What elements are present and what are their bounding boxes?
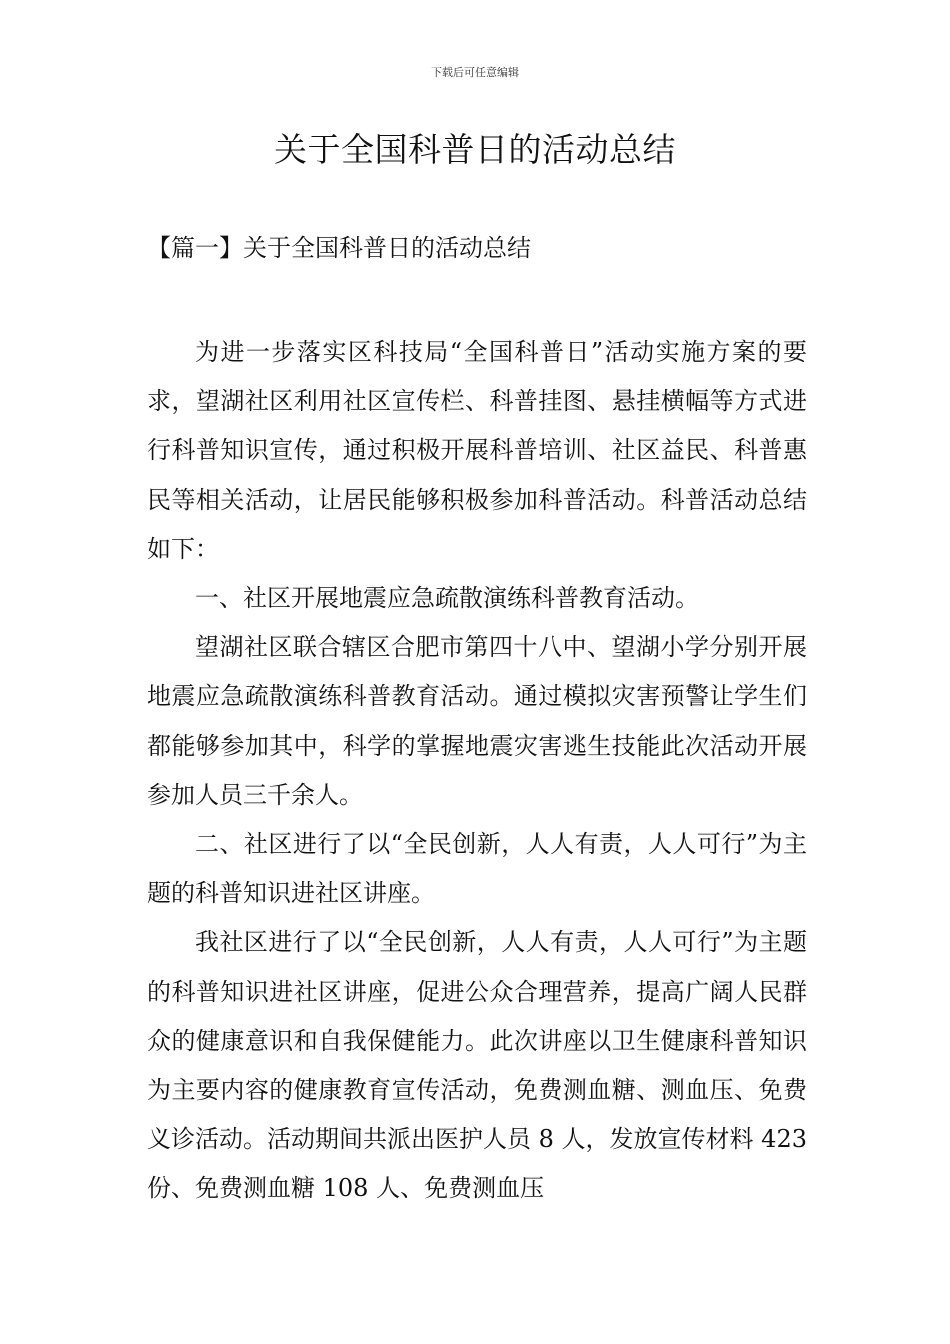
paragraph-intro: 为进一步落实区科技局“全国科普日”活动实施方案的要求，望湖社区利用社区宣传栏、科普挂图、悬挂横幅等方式进行科普知识宣传，通过积极开展科普培训、社区益民、科普惠民等相关活动，让居民能够积极参加科普活动。科普活动总结如下： <box>147 338 807 563</box>
document-title: 关于全国科普日的活动总结 <box>274 130 676 169</box>
paragraph-item-one-heading: 一、社区开展地震应急疏散演练科普教育活动。 <box>195 584 699 613</box>
paragraph-item-one-body: 望湖社区联合辖区合肥市第四十八中、望湖小学分别开展地震应急疏散演练科普教育活动。通过模拟灾害预警让学生们都能够参加其中，科学的掌握地震灾害逃生技能此次活动开展参加人员三千余人。 <box>147 633 807 809</box>
header-note: 下载后可任意编辑 <box>431 66 519 79</box>
body-text <box>147 328 807 1214</box>
paragraph-item-two-heading: 二、社区进行了以“全民创新，人人有责，人人可行”为主题的科普知识进社区讲座。 <box>147 830 807 908</box>
paragraph-item-two-body: 我社区进行了以“全民创新，人人有责，人人可行”为主题的科普知识进社区讲座，促进公众合理营养，提高广阔人民群众的健康意识和自我保健能力。此次讲座以卫生健康科普知识为主要内容的健康教育宣传活动，免费测血糖、测血压、免费义诊活动。活动期间共派出医护人员 8 人，发放宣传材料 423 份、免费测血糖 108 人、免费测血压 <box>147 928 807 1203</box>
section-heading: 【篇一】关于全国科普日的活动总结 <box>147 234 531 262</box>
